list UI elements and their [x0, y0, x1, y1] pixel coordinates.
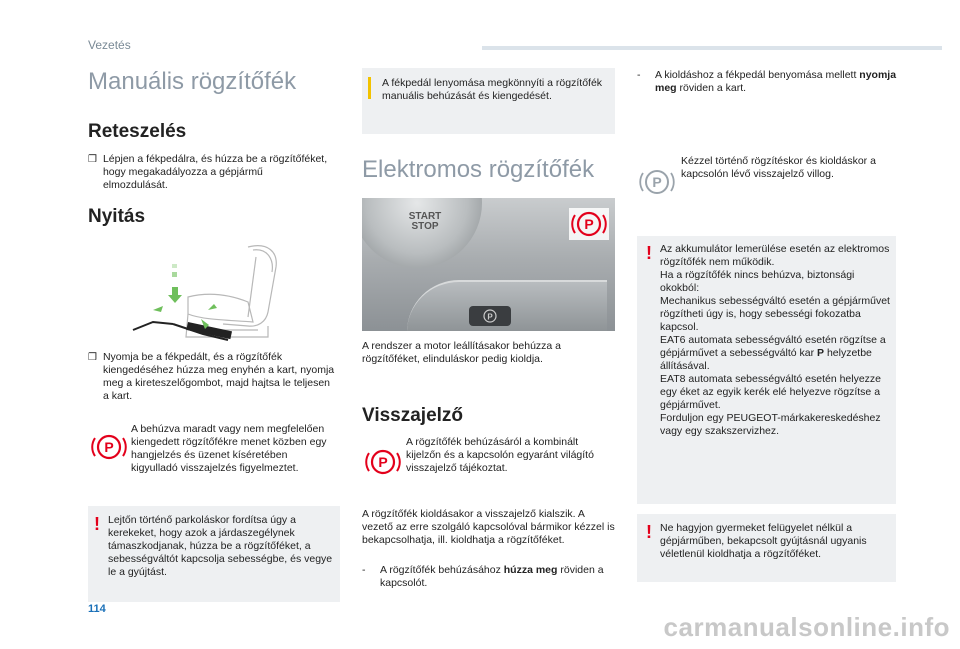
tip-marker-icon: [368, 77, 371, 99]
seat-pedal-illustration: [128, 242, 303, 345]
warning-exclamation-icon: !: [646, 243, 652, 263]
svg-text:P: P: [652, 174, 662, 190]
photo-caption: A rendszer a motor leállításakor behúzza a rögzítőféket, elinduláskor pedig kioldja.: [362, 340, 562, 365]
child-warning-text: Ne hagyjon gyermeket felügyelet nélkül a gépjárműben, bekapcsolt gyújtásnál ugyanis véletlenül kioldhatja a rögzítőféket.: [660, 522, 867, 560]
manual-brake-title: Manuális rögzítőfék: [88, 68, 297, 95]
photo-brake-indicator-icon: [569, 208, 609, 240]
locking-step-text: Lépjen a fékpedálra, és húzza be a rögzítőféket, hogy megakadályozza a gépjármű elmozdulását.: [102, 153, 328, 191]
opening-step: [88, 351, 338, 403]
engage-step-text: A rögzítőfék behúzásához húzza meg röviden a kapcsolót.: [380, 564, 604, 589]
battery-warning-text: [660, 243, 890, 438]
slope-parking-warning-text: Lejtőn történő parkoláskor fordítsa úgy a kerekeket, hogy azok a járdaszegélynek támaszkodjanak, húzza be a rögzítőféket, a sebességváltót kapcsolja sebességbe, és vegye le a gyújtást.: [108, 514, 333, 578]
svg-text:P: P: [487, 312, 493, 322]
warning-exclamation-icon: !: [646, 522, 652, 542]
child-warning-box: [637, 514, 896, 582]
engage-step: [362, 564, 618, 590]
release-step: [637, 69, 897, 95]
indicator-heading: Visszajelző: [362, 405, 464, 426]
opening-heading: Nyitás: [88, 206, 146, 227]
battery-warning-line: EAT8 automata sebességváltó esetén helyezze egy éket az egyik kerék elé helyezve rögzítse a gépjárművet.: [660, 373, 882, 411]
parking-brake-indicator-icon: [364, 447, 402, 477]
electric-brake-switch: [469, 306, 511, 326]
battery-warning-line: EAT6 automata sebességváltó esetén rögzítse a gépjárművet a sebességváltó kar P helyzetbe állításával.: [660, 334, 886, 372]
bullet-icon: ❒: [88, 154, 97, 165]
release-step-text: A kioldáshoz a fékpedál benyomása mellett nyomja meg röviden a kart.: [655, 69, 897, 94]
battery-warning-line: Ha a rögzítőfék nincs behúzva, biztonsági okokból:: [660, 269, 855, 294]
warning-exclamation-icon: !: [94, 514, 100, 534]
slope-parking-warning-box: [88, 506, 340, 602]
parking-brake-warning-icon: [90, 432, 128, 462]
indicator-note: A rögzítőfék behúzásáról a kombinált kijelzőn és a kapcsolón egyaránt világító visszajelző tájékoztat.: [406, 436, 594, 474]
watermark: carmanualsonline.info: [663, 612, 950, 642]
svg-text:P: P: [104, 439, 114, 455]
opening-step-text: Nyomja be a fékpedált, és a rögzítőfék kiengedéséhez húzza meg enyhén a kart, nyomja meg a kireteszelőgombot, majd hajtsa le teljesen a kart.: [102, 351, 335, 402]
bullet-icon: ❒: [88, 352, 97, 363]
switch-p-icon: [480, 308, 500, 324]
locking-step: [88, 153, 328, 192]
tip-box: [362, 68, 615, 134]
battery-warning-box: [637, 236, 896, 504]
page-number: 114: [88, 603, 106, 615]
console-photo: [362, 198, 615, 331]
dash-marker: -: [637, 69, 641, 81]
manual-mode-note: Kézzel történő rögzítéskor és kioldáskor a kapcsolón lévő visszajelző villog.: [681, 155, 876, 180]
parking-brake-grey-icon: [638, 167, 676, 197]
brake-not-released-note: A behúzva maradt vagy nem megfelelően kiengedett rögzítőfékre menet közben egy hangjelzés és üzenet kíséretében kigyulladó visszajelzés figyelmeztet.: [131, 423, 327, 474]
electric-brake-title: Elektromos rögzítőfék: [362, 156, 595, 183]
tip-text: A fékpedál lenyomása megkönnyíti a rögzítőfék manuális behúzását és kiengedését.: [382, 77, 603, 102]
battery-warning-line: Az akkumulátor lemerülése esetén az elektromos rögzítőfék nem működik.: [660, 243, 890, 268]
header-rule: [482, 46, 942, 50]
section-header: Vezetés: [88, 38, 131, 52]
start-stop-label: START STOP: [408, 211, 442, 232]
release-text: A rögzítőfék kioldásakor a visszajelző kialszik. A vezető az erre szolgáló kapcsolóval bármikor kézzel is bekapcsolhatja, ill. kioldhatja a rögzítőféket.: [362, 508, 615, 546]
dash-marker: -: [362, 564, 366, 576]
locking-heading: Reteszelés: [88, 121, 187, 142]
svg-text:P: P: [378, 454, 388, 470]
svg-text:P: P: [584, 216, 594, 232]
battery-warning-line: Mechanikus sebességváltó esetén a gépjárművet rögzítheti úgy is, hogy sebességi fokozatba kapcsol.: [660, 295, 890, 333]
start-stop-button: [362, 198, 482, 268]
battery-warning-line: Forduljon egy PEUGEOT-márkakereskedéshez vagy egy szakszervizhez.: [660, 412, 881, 437]
